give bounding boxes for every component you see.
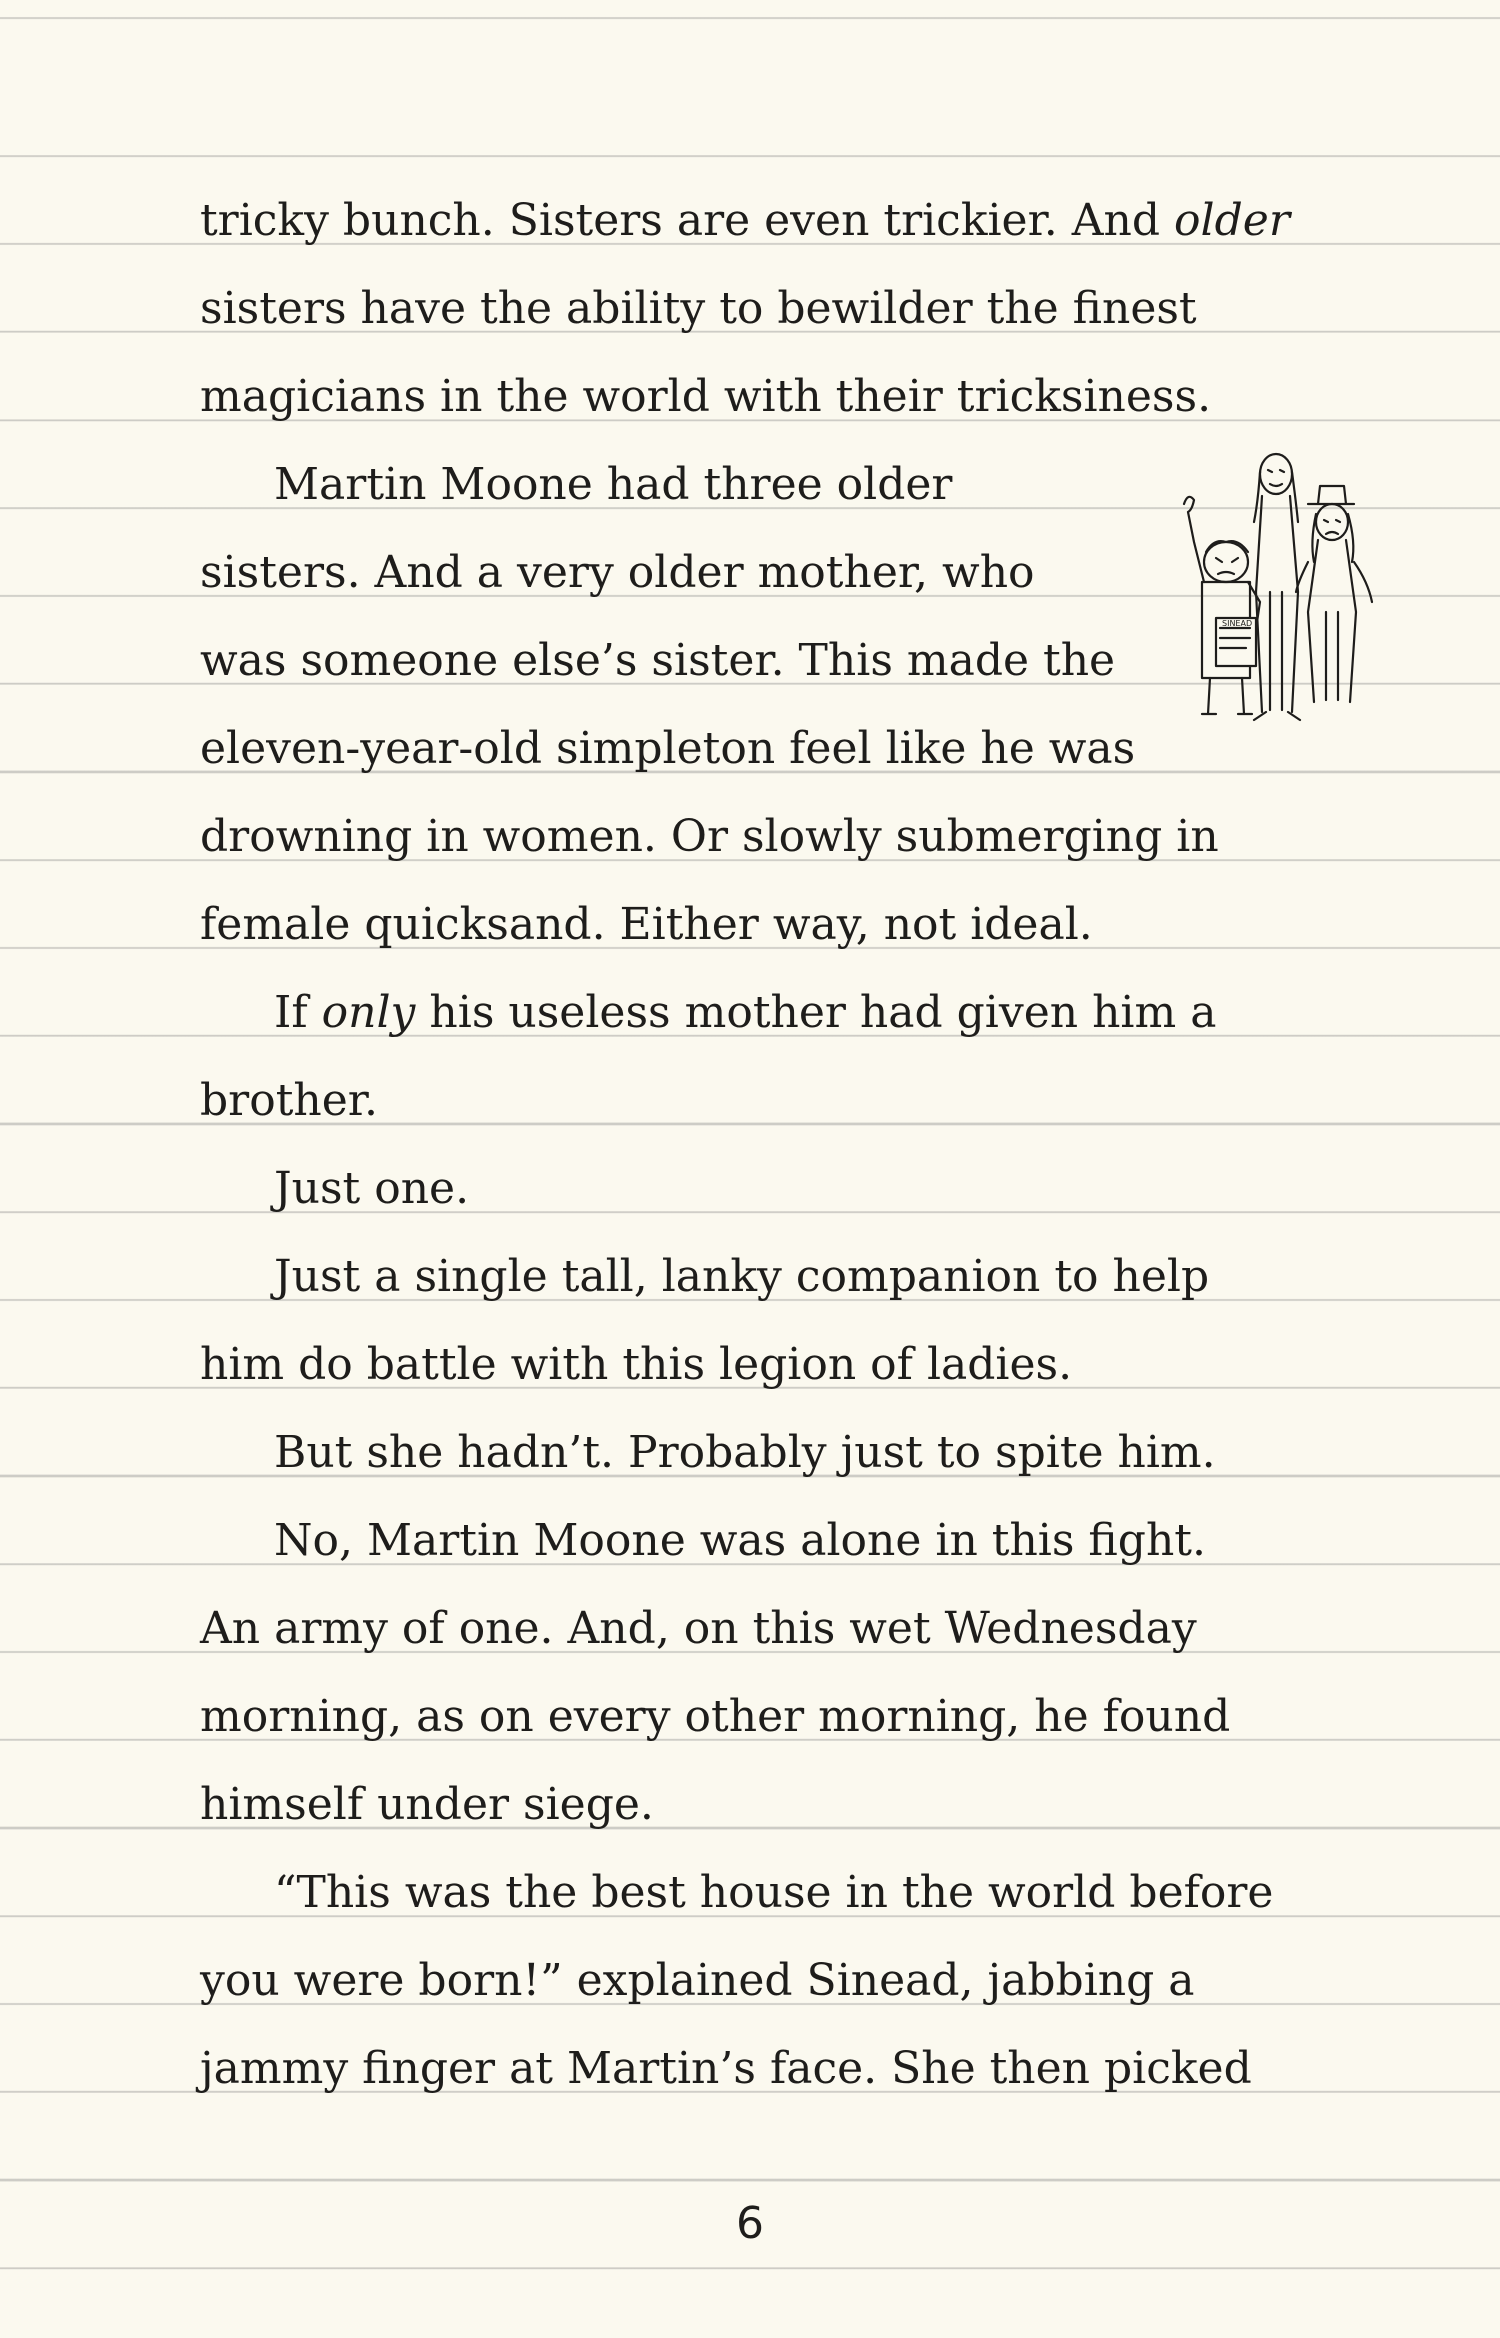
page-number: 6	[736, 2198, 764, 2249]
text-line: drowning in women. Or slowly submerging in	[200, 811, 1219, 862]
text-line: eleven-year-old simpleton feel like he was	[200, 723, 1136, 774]
text-line: morning, as on every other morning, he found	[200, 1691, 1231, 1742]
emphasis-word: older	[1174, 195, 1290, 246]
sign-label: SINEAD	[1222, 619, 1253, 628]
text-line: sisters. And a very older mother, who	[200, 547, 1035, 598]
text-line-content: tricky bunch. Sisters are even trickier. And	[200, 195, 1175, 246]
text-line: Just one.	[274, 1163, 470, 1214]
emphasis-word: only	[321, 987, 416, 1038]
text-line: sisters have the ability to bewilder the finest	[200, 283, 1197, 334]
text-line: jammy finger at Martin’s face. She then picked	[200, 2043, 1252, 2094]
text-line: Just a single tall, lanky companion to help	[274, 1251, 1210, 1302]
text-line: magicians in the world with their tricksiness.	[200, 371, 1212, 422]
text-line-content: If	[274, 987, 322, 1038]
boy-figure	[1184, 497, 1260, 714]
text-line	[200, 190, 1320, 278]
text-line: was someone else’s sister. This made the	[200, 635, 1116, 686]
text-line	[200, 982, 1320, 1070]
body-text	[200, 190, 1320, 2126]
text-line: “This was the best house in the world before	[274, 1867, 1274, 1918]
text-line: But she hadn’t. Probably just to spite him.	[274, 1427, 1216, 1478]
text-line: No, Martin Moone was alone in this fight.	[274, 1515, 1206, 1566]
text-line: An army of one. And, on this wet Wednesday	[200, 1603, 1197, 1654]
text-line: himself under siege.	[200, 1779, 654, 1830]
family-sketch-illustration	[1158, 442, 1398, 732]
text-line: brother.	[200, 1075, 378, 1126]
text-line: Martin Moone had three older	[274, 459, 953, 510]
hat-sister-figure	[1296, 486, 1372, 702]
text-line: female quicksand. Either way, not ideal.	[200, 899, 1093, 950]
text-line: you were born!” explained Sinead, jabbing a	[200, 1955, 1195, 2006]
text-line: him do battle with this legion of ladies.	[200, 1339, 1073, 1390]
tall-sister-figure	[1254, 454, 1300, 720]
text-line-content: his useless mother had given him a	[415, 987, 1217, 1038]
